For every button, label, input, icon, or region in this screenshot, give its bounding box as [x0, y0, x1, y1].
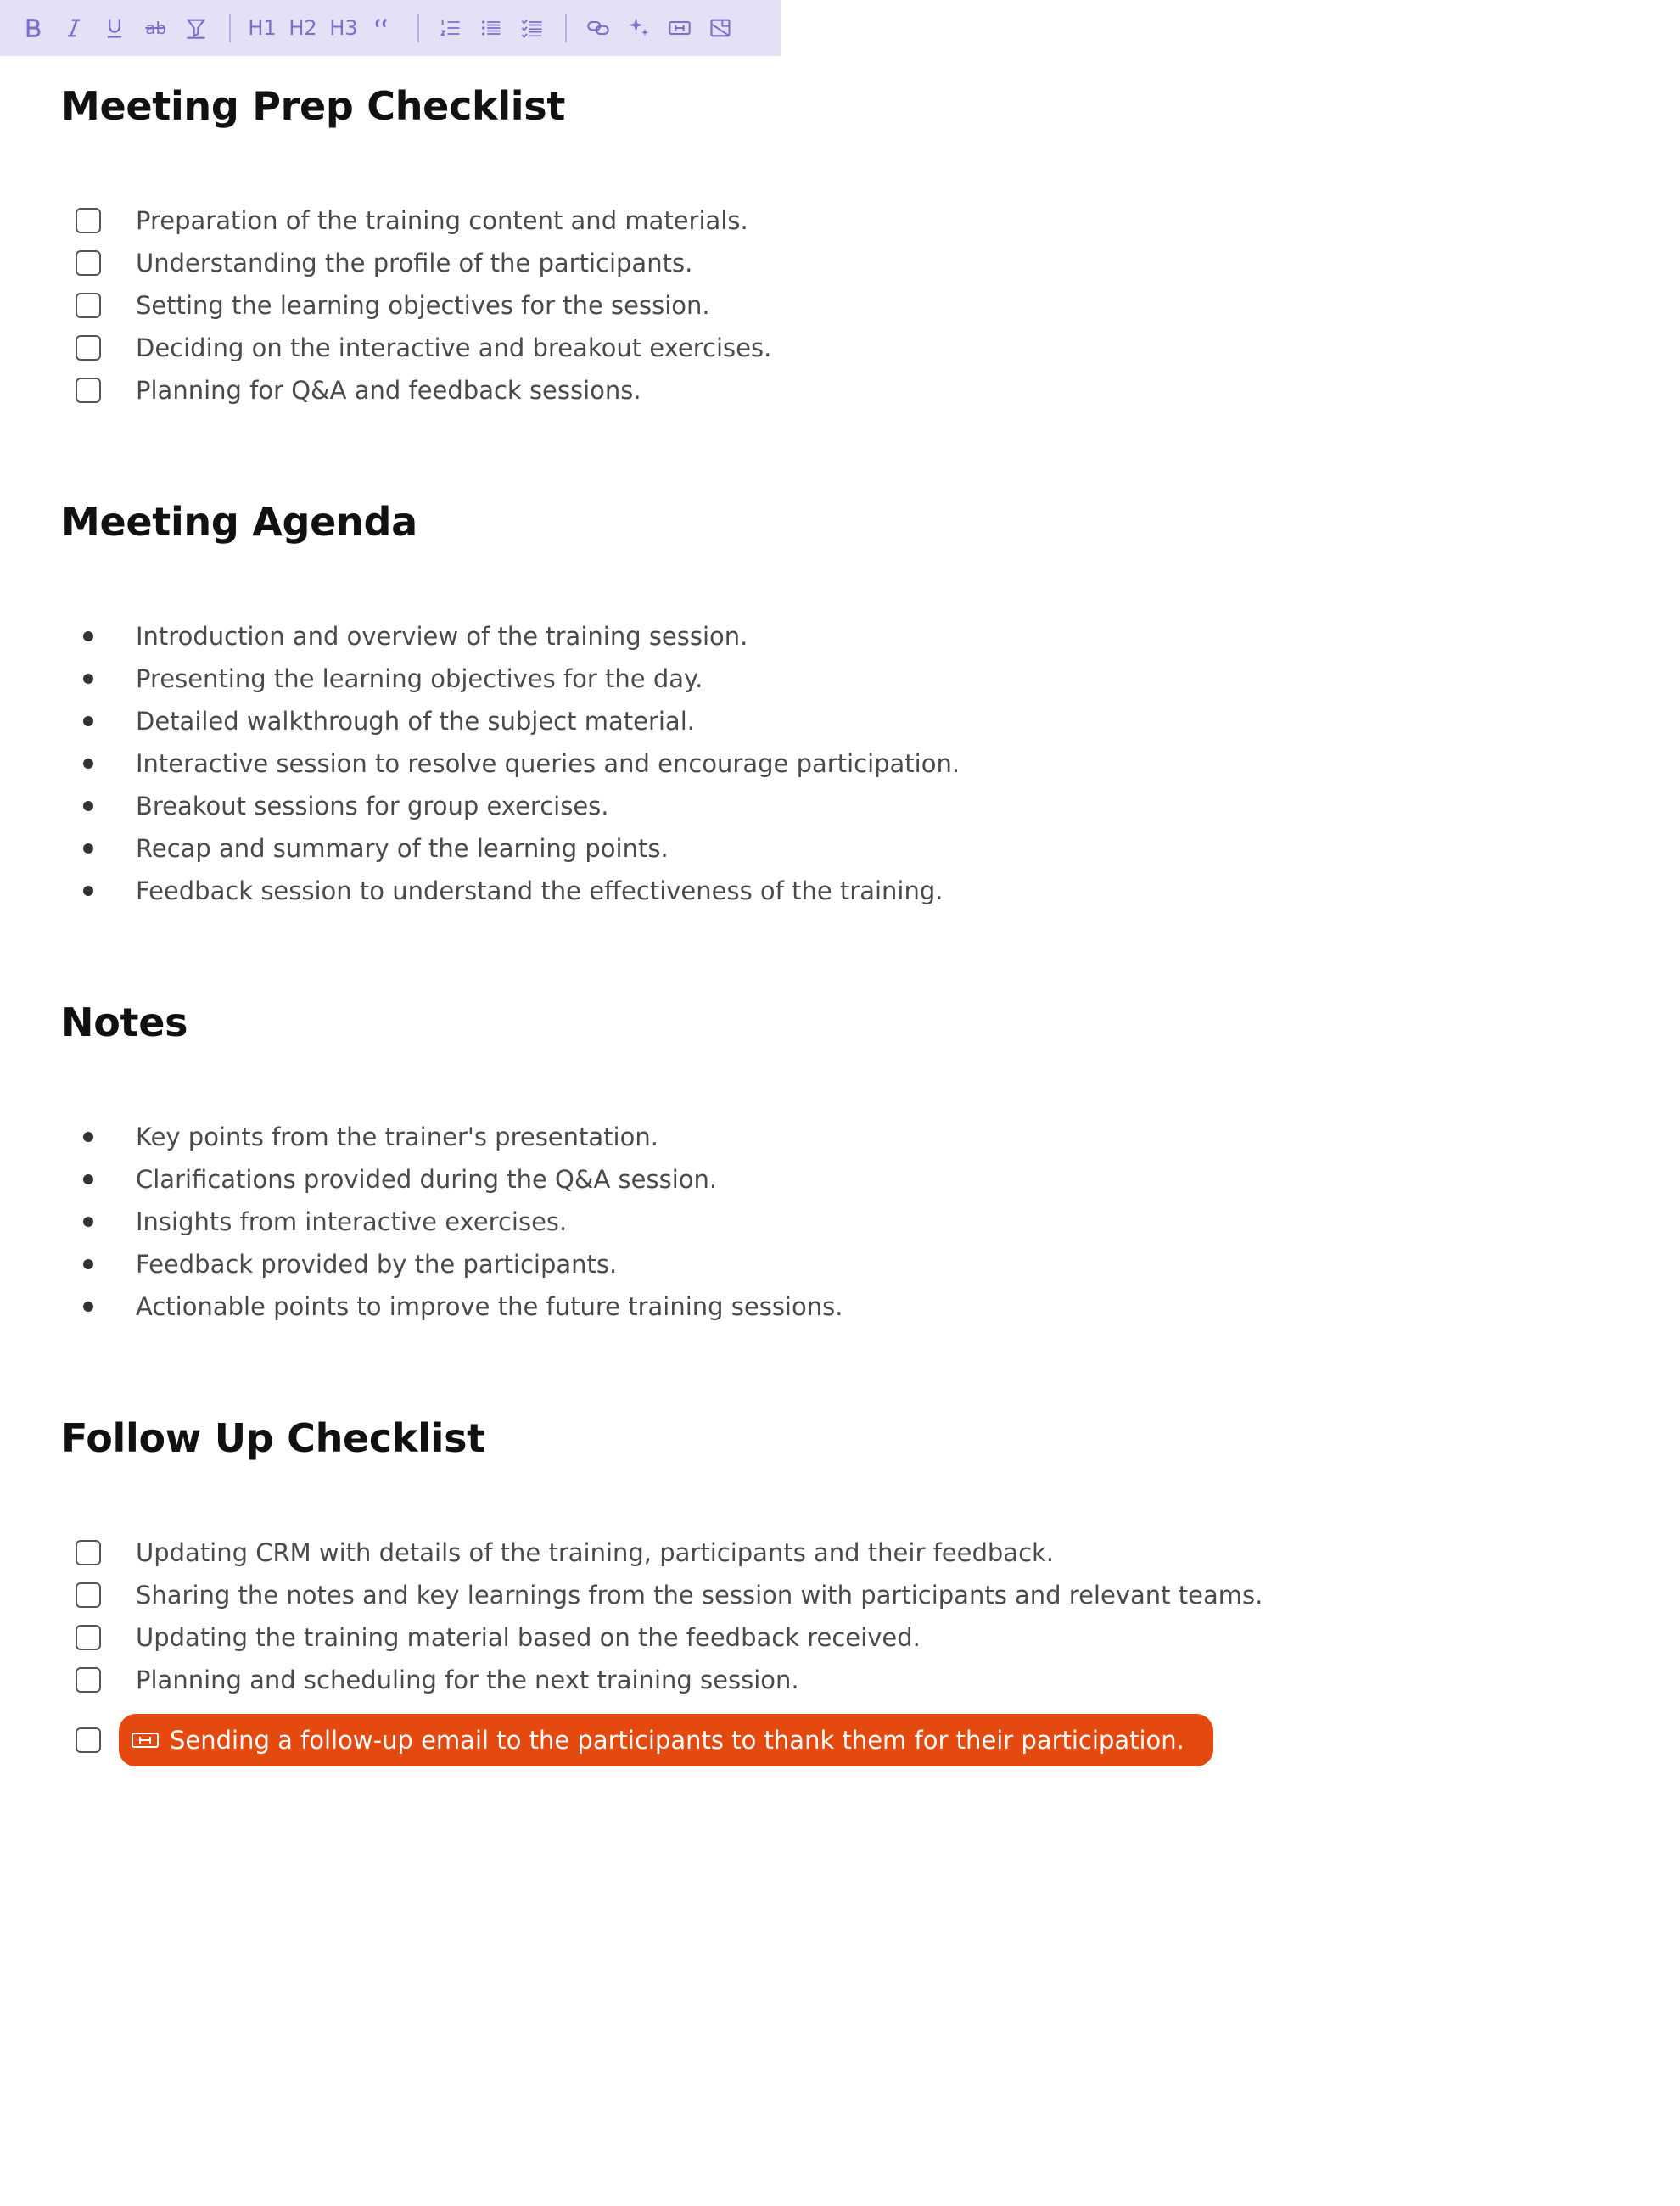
bullet-point — [83, 674, 93, 684]
bullet-point — [83, 843, 93, 854]
prep-checkbox[interactable] — [76, 335, 101, 361]
notes-item-text[interactable]: Feedback provided by the participants. — [136, 1250, 618, 1279]
followup-checklist-heading: Follow Up Checklist — [61, 1415, 485, 1461]
agenda-list-item — [0, 615, 1358, 658]
bullet-point — [83, 631, 93, 641]
link-button[interactable] — [582, 11, 614, 45]
bullet-point — [83, 886, 93, 896]
ordered-list-button[interactable] — [434, 11, 467, 45]
followup-item-text: Sending a follow-up email to the participants to thank them for their participation. — [170, 1726, 1184, 1755]
prep-checkbox[interactable] — [76, 378, 101, 403]
agenda-item-text[interactable]: Interactive session to resolve queries and encourage participation. — [136, 749, 960, 778]
quote-icon — [372, 16, 396, 40]
agenda-list-item — [0, 785, 1358, 827]
notes-list-item — [0, 1243, 1358, 1285]
image-icon — [708, 16, 732, 40]
toolbar-divider — [417, 14, 419, 42]
followup-checklist-item — [0, 1616, 1358, 1659]
notes-item-text[interactable]: Insights from interactive exercises. — [136, 1207, 568, 1236]
bullet-point — [83, 1302, 93, 1312]
quote-button[interactable] — [368, 11, 400, 45]
embed-button[interactable] — [664, 11, 696, 45]
followup-item-text[interactable]: Sharing the notes and key learnings from the session with participants and relevant teams. — [136, 1581, 1263, 1610]
prep-checklist-item — [0, 327, 1358, 369]
followup-checkbox[interactable] — [76, 1667, 101, 1693]
bullet-point — [83, 1132, 93, 1142]
agenda-list-item — [0, 658, 1358, 700]
notes-list-item — [0, 1285, 1358, 1328]
notes-item-text[interactable]: Actionable points to improve the future training sessions. — [136, 1292, 843, 1321]
underline-icon — [103, 16, 126, 40]
prep-checklist-item — [0, 369, 1358, 412]
followup-item-text[interactable]: Updating CRM with details of the training, participants and their feedback. — [136, 1538, 1055, 1567]
bold-icon — [21, 16, 45, 40]
bullet-point — [83, 801, 93, 811]
prep-checklist-heading: Meeting Prep Checklist — [61, 83, 566, 129]
agenda-list-item — [0, 700, 1358, 742]
agenda-list-item — [0, 870, 1358, 912]
agenda-item-text[interactable]: Introduction and overview of the training session. — [136, 622, 748, 651]
prep-checklist-item — [0, 284, 1358, 327]
agenda-heading: Meeting Agenda — [61, 499, 417, 545]
italic-icon — [62, 16, 86, 40]
bullet-point — [83, 759, 93, 769]
agenda-item-text[interactable]: Feedback session to understand the effectiveness of the training. — [136, 876, 944, 905]
bullet-point — [83, 1259, 93, 1269]
followup-checklist-item-selected — [0, 1712, 1358, 1768]
checklist-button[interactable] — [516, 11, 548, 45]
agenda-item-text[interactable]: Breakout sessions for group exercises. — [136, 792, 609, 820]
agenda-item-text[interactable]: Presenting the learning objectives for the day. — [136, 664, 703, 693]
notes-item-text[interactable]: Clarifications provided during the Q&A session. — [136, 1165, 718, 1194]
strikethrough-icon — [143, 16, 167, 40]
followup-checkbox[interactable] — [76, 1540, 101, 1565]
agenda-item-text[interactable]: Recap and summary of the learning points. — [136, 834, 669, 863]
heading-2-button[interactable]: H2 — [288, 16, 317, 40]
followup-checklist-item — [0, 1659, 1358, 1701]
toolbar-divider — [565, 14, 567, 42]
agenda-item-text[interactable]: Detailed walkthrough of the subject material. — [136, 707, 695, 736]
bullet-list-button[interactable] — [475, 11, 507, 45]
prep-checkbox[interactable] — [76, 293, 101, 318]
ai-sparkle-icon — [627, 16, 651, 40]
followup-checklist-item — [0, 1531, 1358, 1574]
bullet-point — [83, 1217, 93, 1227]
selected-block-highlight[interactable] — [119, 1714, 1213, 1766]
followup-checkbox[interactable] — [76, 1625, 101, 1650]
followup-checkbox[interactable] — [76, 1727, 101, 1753]
heading-1-button[interactable]: H1 — [248, 16, 277, 40]
ordered-list-icon — [439, 16, 462, 40]
prep-item-text[interactable]: Setting the learning objectives for the session. — [136, 291, 710, 320]
prep-checkbox[interactable] — [76, 208, 101, 233]
prep-checklist-item — [0, 199, 1358, 242]
bullet-point — [83, 716, 93, 726]
embed-icon — [131, 1730, 160, 1750]
bullet-point — [83, 1174, 93, 1184]
prep-checkbox[interactable] — [76, 250, 101, 276]
image-button[interactable] — [704, 11, 736, 45]
followup-checkbox[interactable] — [76, 1582, 101, 1608]
bullet-list-icon — [479, 16, 503, 40]
followup-checklist-item — [0, 1574, 1358, 1616]
followup-item-text[interactable]: Updating the training material based on the feedback received. — [136, 1623, 921, 1652]
prep-item-text[interactable]: Preparation of the training content and materials. — [136, 206, 748, 235]
prep-item-text[interactable]: Planning for Q&A and feedback sessions. — [136, 376, 641, 405]
prep-item-text[interactable]: Understanding the profile of the participants. — [136, 249, 693, 277]
heading-3-button[interactable]: H3 — [329, 16, 358, 40]
notes-list-item — [0, 1116, 1358, 1158]
agenda-list-item — [0, 742, 1358, 785]
ai-assist-button[interactable] — [623, 11, 655, 45]
notes-list-item — [0, 1158, 1358, 1201]
bold-button[interactable] — [17, 11, 49, 45]
formatting-toolbar — [0, 0, 781, 56]
notes-list-item — [0, 1201, 1358, 1243]
embed-icon — [668, 16, 692, 40]
underline-button[interactable] — [98, 11, 131, 45]
prep-item-text[interactable]: Deciding on the interactive and breakout exercises. — [136, 333, 772, 362]
highlight-button[interactable] — [180, 11, 212, 45]
italic-button[interactable] — [58, 11, 90, 45]
followup-item-text[interactable]: Planning and scheduling for the next training session. — [136, 1666, 799, 1694]
link-icon — [586, 16, 610, 40]
notes-heading: Notes — [61, 999, 188, 1045]
strikethrough-button[interactable] — [139, 11, 171, 45]
agenda-list-item — [0, 827, 1358, 870]
svg-text:ab: ab — [145, 19, 167, 38]
notes-item-text[interactable]: Key points from the trainer's presentation. — [136, 1123, 658, 1151]
highlighter-icon — [184, 16, 208, 40]
toolbar-divider — [229, 14, 231, 42]
prep-checklist-item — [0, 242, 1358, 284]
checklist-icon — [520, 16, 544, 40]
